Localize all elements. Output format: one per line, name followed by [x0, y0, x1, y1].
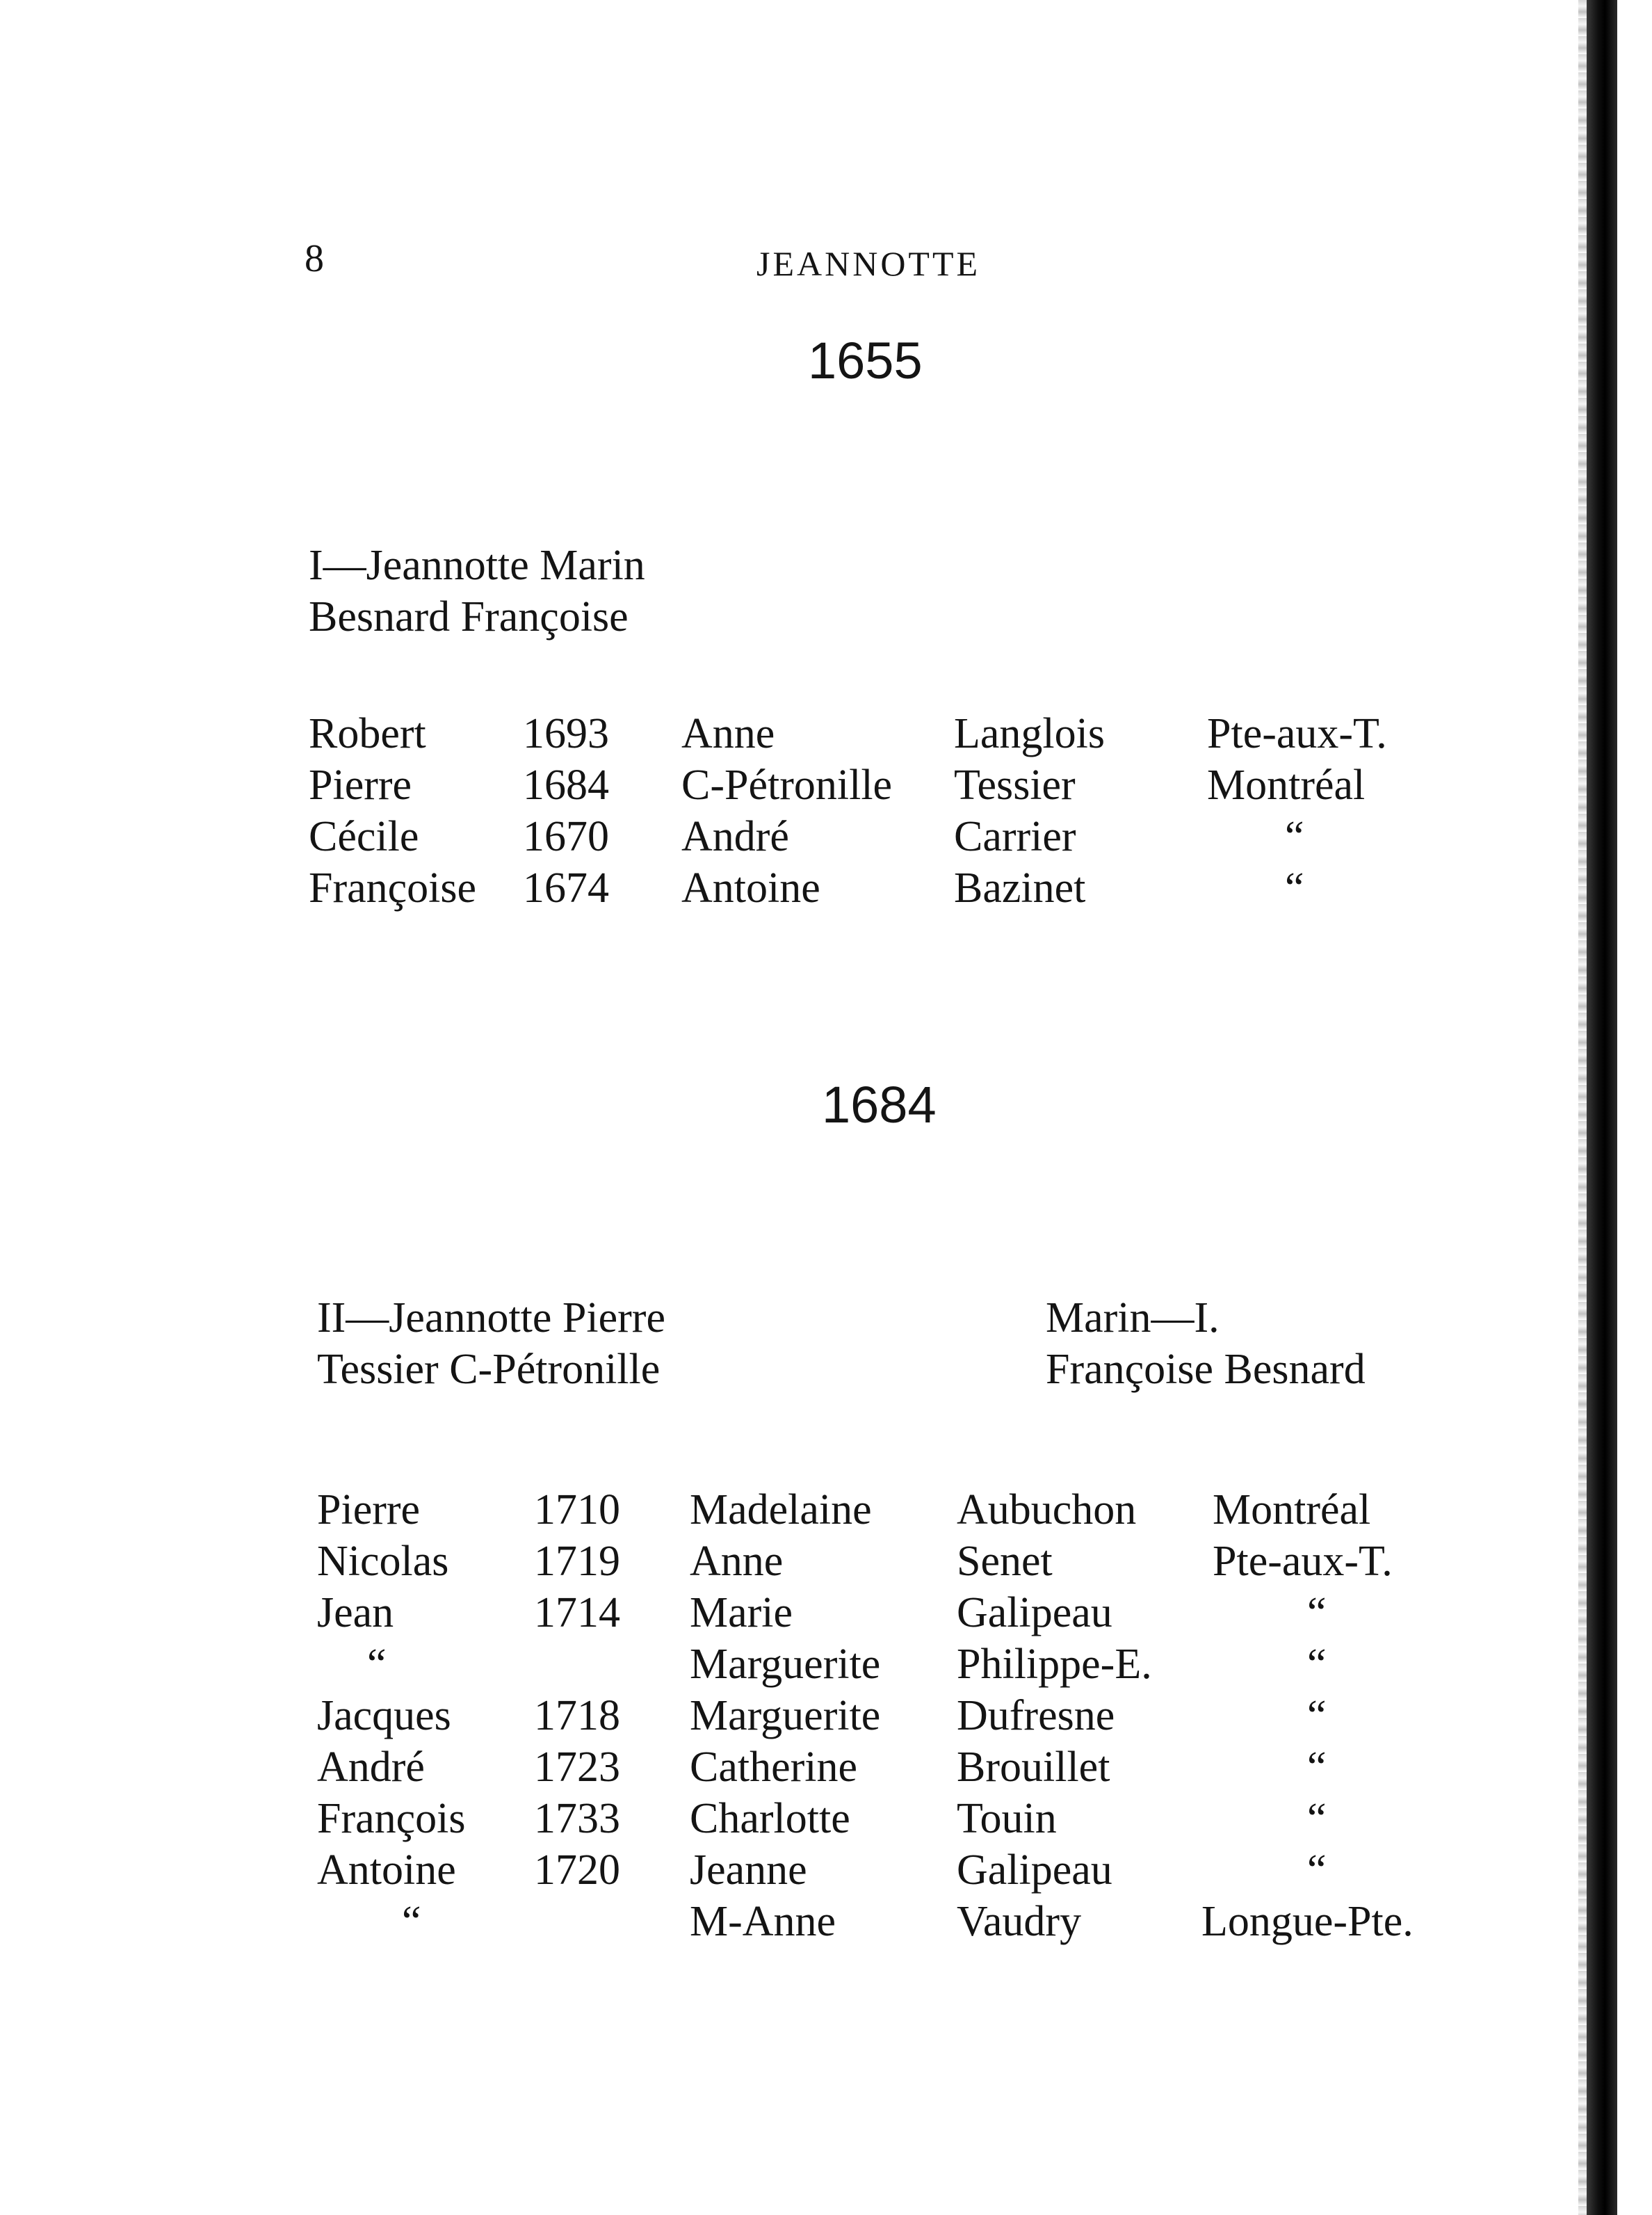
spouse-last-name: Galipeau: [957, 1846, 1112, 1894]
spouse-last-name: Dufresne: [957, 1692, 1115, 1739]
marriage-place: “: [1307, 1641, 1327, 1688]
child-name: André: [317, 1743, 425, 1791]
child-name: Françoise: [309, 864, 477, 912]
marriage-place: Pte-aux-T.: [1207, 710, 1387, 757]
child-name: “: [367, 1641, 387, 1688]
wife-name: Tessier C-Pétronille: [317, 1346, 661, 1393]
marriage-place: “: [1285, 813, 1304, 860]
spouse-last-name: Vaudry: [957, 1898, 1082, 1945]
husband-name: II—Jeannotte Pierre: [317, 1294, 665, 1342]
marriage-year: 1674: [523, 864, 609, 912]
marriage-place: “: [1307, 1743, 1327, 1791]
child-name: Pierre: [309, 762, 412, 809]
marriage-place: “: [1307, 1589, 1327, 1636]
wife-name: Besnard Françoise: [309, 593, 629, 641]
child-name: Pierre: [317, 1486, 421, 1533]
section-year: 1684: [822, 1076, 937, 1134]
spouse-first-name: Anne: [681, 710, 775, 757]
marriage-place: Pte-aux-T.: [1213, 1538, 1393, 1585]
marriage-year: 1710: [534, 1486, 620, 1533]
running-head: JEANNOTTE: [756, 244, 981, 283]
spouse-last-name: Carrier: [954, 813, 1076, 860]
section-year: 1655: [808, 332, 923, 389]
child-name: Nicolas: [317, 1538, 449, 1585]
marriage-year: 1718: [534, 1692, 620, 1739]
husband-name: I—Jeannotte Marin: [309, 542, 645, 589]
child-name: Jean: [317, 1589, 394, 1636]
spouse-last-name: Tessier: [954, 762, 1076, 809]
spouse-last-name: Philippe-E.: [957, 1641, 1152, 1688]
spouse-last-name: Aubuchon: [957, 1486, 1137, 1533]
spouse-first-name: Marguerite: [690, 1692, 881, 1739]
spouse-first-name: André: [681, 813, 789, 860]
spouse-first-name: Marguerite: [690, 1641, 881, 1688]
marriage-year: 1693: [523, 710, 609, 757]
spouse-last-name: Touin: [957, 1795, 1057, 1842]
marriage-year: 1720: [534, 1846, 620, 1894]
marriage-place: “: [1307, 1846, 1327, 1894]
marriage-year: 1723: [534, 1743, 620, 1791]
marriage-place: Montréal: [1213, 1486, 1371, 1533]
husband-parents: Marin—I.: [1046, 1294, 1220, 1342]
child-name: Cécile: [309, 813, 419, 860]
spouse-last-name: Brouillet: [957, 1743, 1110, 1791]
marriage-place: Longue-Pte.: [1201, 1898, 1414, 1945]
child-name: Robert: [309, 710, 426, 757]
spouse-first-name: Marie: [690, 1589, 793, 1636]
spouse-first-name: C-Pétronille: [681, 762, 893, 809]
marriage-year: 1733: [534, 1795, 620, 1842]
child-name: Jacques: [317, 1692, 451, 1739]
spouse-last-name: Bazinet: [954, 864, 1086, 912]
child-name: “: [402, 1898, 421, 1945]
spouse-first-name: M-Anne: [690, 1898, 836, 1945]
marriage-year: 1670: [523, 813, 609, 860]
wife-parents: Françoise Besnard: [1046, 1346, 1366, 1393]
marriage-place: “: [1285, 864, 1304, 912]
marriage-year: 1719: [534, 1538, 620, 1585]
child-name: François: [317, 1795, 466, 1842]
marriage-year: 1684: [523, 762, 609, 809]
child-name: Antoine: [317, 1846, 456, 1894]
spouse-last-name: Senet: [957, 1538, 1053, 1585]
spouse-first-name: Madelaine: [690, 1486, 872, 1533]
spouse-last-name: Galipeau: [957, 1589, 1112, 1636]
spouse-last-name: Langlois: [954, 710, 1105, 757]
marriage-place: “: [1307, 1692, 1327, 1739]
marriage-year: 1714: [534, 1589, 620, 1636]
page-binding-edge: [1587, 0, 1617, 2215]
spouse-first-name: Jeanne: [690, 1846, 807, 1894]
spouse-first-name: Anne: [690, 1538, 784, 1585]
marriage-place: “: [1307, 1795, 1327, 1842]
marriage-place: Montréal: [1207, 762, 1366, 809]
spouse-first-name: Antoine: [681, 864, 820, 912]
spouse-first-name: Catherine: [690, 1743, 858, 1791]
spouse-first-name: Charlotte: [690, 1795, 850, 1842]
page-number: 8: [305, 237, 324, 280]
